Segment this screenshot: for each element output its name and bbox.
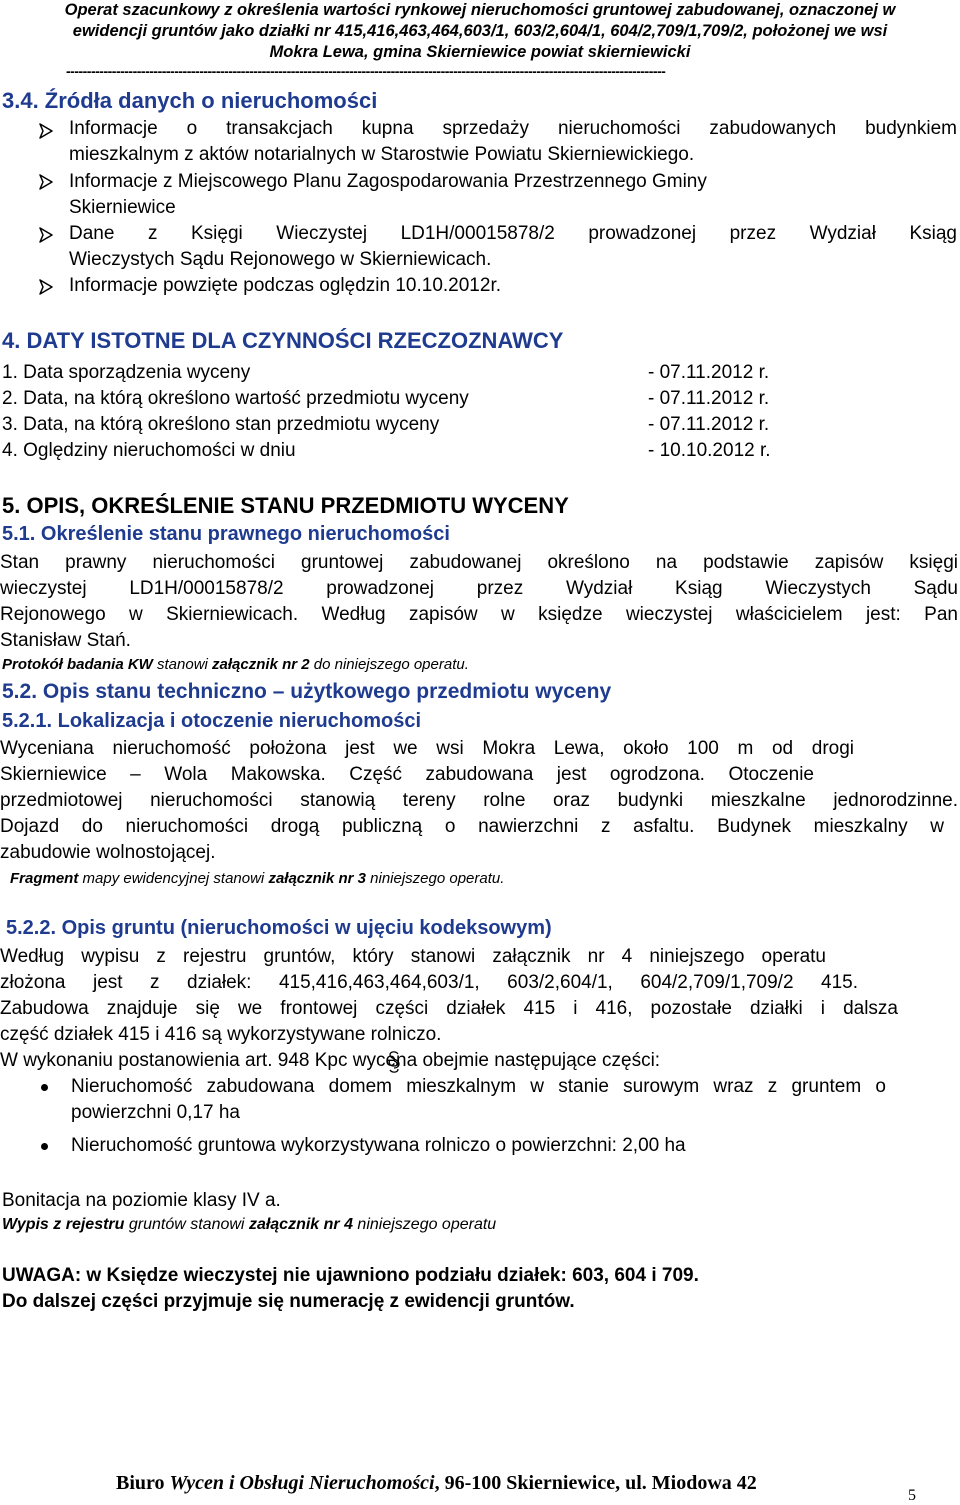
register-extract-note xyxy=(2,1214,496,1236)
section-5-1-title: 5.1. Określenie stanu prawnego nieruchomości xyxy=(2,523,450,545)
section-sign-icon xyxy=(386,1050,402,1074)
location-line-2: Skierniewice – Wola Makowska. Część zabudowana jest ogrodzona. Otoczenie xyxy=(0,764,814,785)
date-row-4-label: 4. Oględziny nieruchomości w dniu xyxy=(2,440,296,461)
land-line-4: część działek 415 i 416 są wykorzystywane rolniczo. xyxy=(0,1024,442,1045)
arrow-bullet-icon xyxy=(39,174,53,190)
document-header xyxy=(0,0,960,63)
section-5-2-1-title: 5.2.1. Lokalizacja i otoczenie nieruchomości xyxy=(2,710,422,732)
land-line-5-text: W wykonaniu postanowienia art. 948 Kpc wycena obejmie następujące części: xyxy=(0,1050,661,1071)
register-extract-note-subject: Wypis z rejestru xyxy=(2,1216,125,1233)
arrow-bullet-icon xyxy=(39,279,53,295)
warning-line-1: UWAGA: w Księdze wieczystej nie ujawniono podziału działek: 603, 604 i 709. xyxy=(2,1265,699,1286)
valuation-part-1-line-2: powierzchni 0,17 ha xyxy=(71,1102,240,1123)
kw-protocol-note xyxy=(2,655,469,675)
section-3-4-title: 3.4. Źródła danych o nieruchomości xyxy=(2,88,378,113)
source-item-3-line-2: Wieczystych Sądu Rejonowego w Skierniewicach. xyxy=(69,249,492,270)
document-footer xyxy=(116,1472,757,1495)
source-item-1-line-1: Informacje o transakcjach kupna sprzedaży nieruchomości zabudowanych budynkiem xyxy=(69,118,957,139)
source-item-3-line-1: Dane z Księgi Wieczystej LD1H/00015878/2 prowadzonej przez Wydział Ksiąg xyxy=(69,223,957,244)
land-line-2: złożona jest z działek: 415,416,463,464,603/1, 603/2,604/1, 604/2,709/1,709/2 415. xyxy=(0,972,858,993)
date-row-2-label: 2. Data, na którą określono wartość przedmiotu wyceny xyxy=(2,388,469,409)
kw-protocol-note-tail: do niniejszego operatu. xyxy=(309,656,469,673)
footer-office-name: Wycen i Obsługi Nieruchomości xyxy=(169,1472,435,1494)
source-item-2-line-1: Informacje z Miejscowego Planu Zagospodarowania Przestrzennego Gminy xyxy=(69,171,707,192)
register-extract-note-tail: niniejszego operatu xyxy=(352,1216,497,1233)
map-fragment-note-subject: Fragment xyxy=(10,870,79,887)
section-5-2-2-title: 5.2.2. Opis gruntu (nieruchomości w ujęciu kodeksowym) xyxy=(6,917,552,939)
source-item-2-line-2: Skierniewice xyxy=(69,197,176,218)
date-row-2-value: - 07.11.2012 r. xyxy=(648,388,770,409)
kw-protocol-note-verb: stanowi xyxy=(152,656,213,673)
valuation-part-2: Nieruchomość gruntowa wykorzystywana rolniczo o powierzchni: 2,00 ha xyxy=(71,1135,686,1156)
land-line-1: Według wypisu z rejestru gruntów, który stanowi załącznik nr 4 niniejszego operatu xyxy=(0,946,826,967)
map-fragment-note xyxy=(10,869,504,889)
warning-line-2: Do dalszej części przyjmuje się numerację z ewidencji gruntów. xyxy=(2,1291,575,1312)
map-fragment-note-attachment: załącznik nr 3 xyxy=(268,870,366,887)
location-line-4: Dojazd do nieruchomości drogą publiczną o nawierzchni z asfaltu. Budynek mieszkalny w xyxy=(0,816,944,837)
legal-status-line-3: Rejonowego w Skierniewicach. Według zapisów w księdze wieczystej właścicielem jest: Pan xyxy=(0,604,958,625)
section-4-title: 4. DATY ISTOTNE DLA CZYNNOŚCI RZECZOZNAWCY xyxy=(2,328,564,353)
page-number: 5 xyxy=(908,1487,916,1504)
round-bullet-icon xyxy=(41,1084,48,1091)
legal-status-line-2: wieczystej LD1H/00015878/2 prowadzonej przez Wydział Ksiąg Wieczystych Sądu xyxy=(0,578,958,599)
section-5-2-title: 5.2. Opis stanu techniczno – użytkowego przedmiotu wyceny xyxy=(2,680,612,703)
arrow-bullet-icon xyxy=(39,123,53,139)
date-row-1-value: - 07.11.2012 r. xyxy=(648,362,770,383)
header-line-3: Mokra Lewa, gmina Skierniewice powiat skierniewicki xyxy=(269,43,691,61)
round-bullet-icon xyxy=(41,1143,48,1150)
register-extract-note-verb: gruntów stanowi xyxy=(124,1216,249,1233)
kw-protocol-note-subject: Protokół badania KW xyxy=(2,656,153,673)
location-line-1: Wyceniana nieruchomość położona jest we wsi Mokra Lewa, około 100 m od drogi xyxy=(0,738,854,759)
header-line-1: Operat szacunkowy z określenia wartości rynkowej nieruchomości gruntowej zabudowanej, oznaczonej w xyxy=(64,1,896,19)
land-line-3: Zabudowa znajduje się we frontowej części działek 415 i 416, pozostałe działki i dalsza xyxy=(0,998,898,1019)
legal-status-line-4: Stanisław Stań. xyxy=(0,630,131,651)
valuation-part-1-line-1: Nieruchomość zabudowana domem mieszkalnym w stanie surowym wraz z gruntem o xyxy=(71,1076,886,1097)
arrow-bullet-icon xyxy=(39,227,53,243)
date-row-4-value: - 10.10.2012 r. xyxy=(648,440,771,461)
location-line-5: zabudowie wolnostojącej. xyxy=(0,842,216,863)
header-line-2: ewidencji gruntów jako działki nr 415,416,463,464,603/1, 603/2,604/1, 604/2,709/1,709/2, położonej we wsi xyxy=(72,22,888,40)
date-row-3-label: 3. Data, na którą określono stan przedmiotu wyceny xyxy=(2,414,440,435)
map-fragment-note-verb: mapy ewidencyjnej stanowi xyxy=(78,870,269,887)
source-item-1-line-2: mieszkalnym z aktów notarialnych w Starostwie Powiatu Skierniewickiego. xyxy=(69,144,695,165)
source-item-4: Informacje powzięte podczas oględzin 10.10.2012r. xyxy=(69,275,501,296)
date-row-3-value: - 07.11.2012 r. xyxy=(648,414,770,435)
footer-office-prefix: Biuro xyxy=(116,1472,170,1494)
map-fragment-note-tail: niniejszego operatu. xyxy=(365,870,505,887)
land-line-5 xyxy=(0,1048,958,1074)
location-line-3: przedmiotowej nieruchomości stanowią tereny rolne oraz budynki mieszkalne jednorodzinne. xyxy=(0,790,958,811)
kw-protocol-note-attachment: załącznik nr 2 xyxy=(212,656,310,673)
header-separator: ------------------------------------------------------------------------------------------------------------------------------------------------ xyxy=(66,63,666,79)
legal-status-line-1: Stan prawny nieruchomości gruntowej zabudowanej określono na podstawie zapisów księgi xyxy=(0,552,958,573)
register-extract-note-attachment: załącznik nr 4 xyxy=(248,1216,353,1233)
section-5-title: 5. OPIS, OKREŚLENIE STANU PRZEDMIOTU WYCENY xyxy=(2,493,569,518)
date-row-1-label: 1. Data sporządzenia wyceny xyxy=(2,362,251,383)
soil-class-text: Bonitacja na poziomie klasy IV a. xyxy=(2,1190,281,1211)
footer-address: , 96-100 Skierniewice, ul. Miodowa 42 xyxy=(434,1472,757,1494)
